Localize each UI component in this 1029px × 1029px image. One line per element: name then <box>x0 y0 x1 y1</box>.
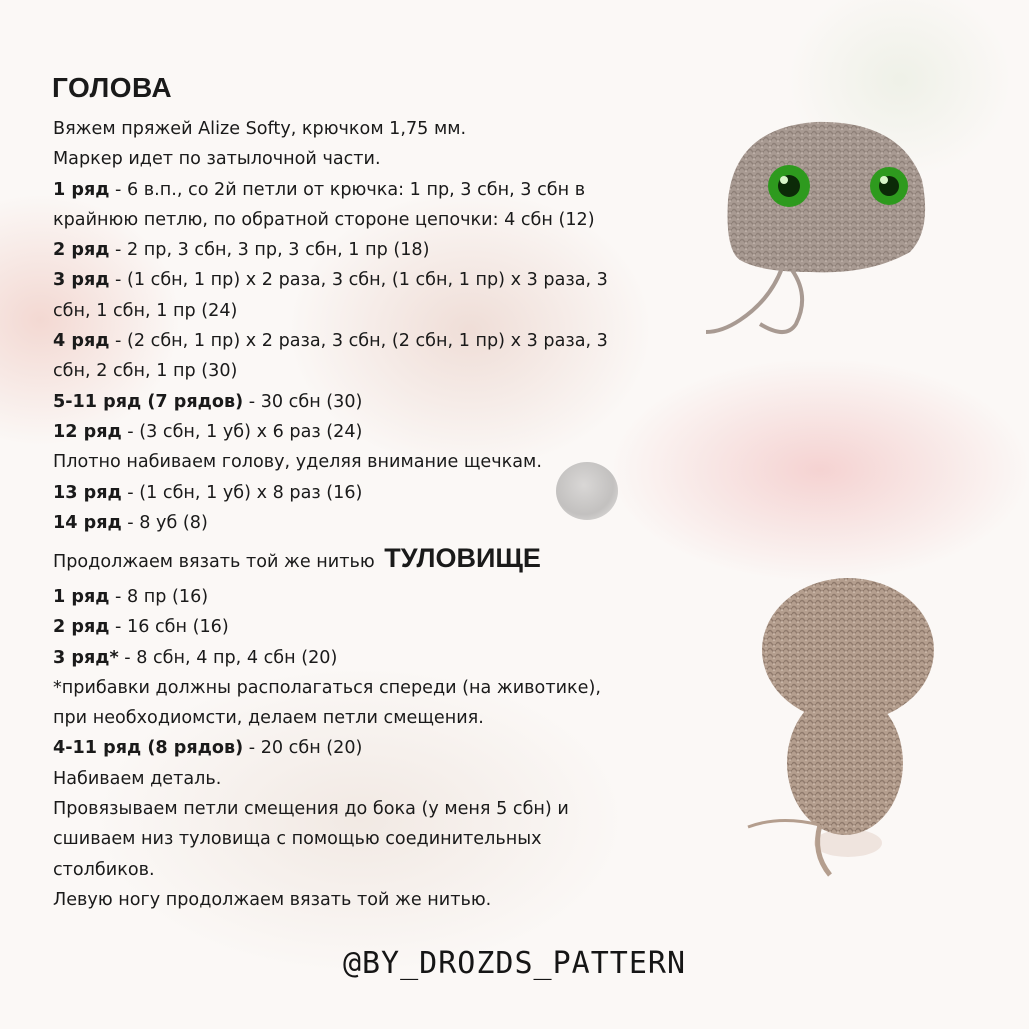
head-section-title: ГОЛОВА <box>52 72 173 103</box>
instruction-line: 13 ряд - (1 сбн, 1 уб) x 8 раз (16) <box>53 482 363 503</box>
instruction-line: 3 ряд* - 8 сбн, 4 пр, 4 сбн (20) <box>53 647 338 668</box>
instruction-line: Маркер идет по затылочной части. <box>53 149 381 170</box>
instruction-line: крайнюю петлю, по обратной стороне цепочки: 4 сбн (12) <box>53 209 595 230</box>
body-section-heading <box>53 541 541 575</box>
body-intro-text: Продолжаем вязать той же нитью <box>53 552 375 572</box>
instruction-line: Вяжем пряжей Alize Softy, крючком 1,75 мм. <box>53 119 467 139</box>
body-instructions <box>53 582 601 915</box>
instruction-line: сбн, 2 сбн, 1 пр (30) <box>53 361 238 382</box>
crochet-body-photo <box>720 575 960 895</box>
author-handle: @BY_DROZDS_PATTERN <box>342 946 687 981</box>
instruction-line: 3 ряд - (1 сбн, 1 пр) x 2 раза, 3 сбн, (1 сбн, 1 пр) x 3 раза, 3 <box>53 270 608 291</box>
instruction-line: 5-11 ряд (7 рядов) - 30 сбн (30) <box>53 391 363 412</box>
instruction-line: 4-11 ряд (8 рядов) - 20 сбн (20) <box>53 738 363 759</box>
instruction-line: 2 ряд - 2 пр, 3 сбн, 3 пр, 3 сбн, 1 пр (18) <box>53 240 430 261</box>
instruction-line: сшиваем низ туловища с помощью соединительных <box>53 829 542 850</box>
instruction-line: Плотно набиваем голову, уделяя внимание щечкам. <box>53 452 542 473</box>
instruction-line: *прибавки должны располагаться спереди (на животике), <box>53 677 601 698</box>
instruction-line: Провязываем петли смещения до бока (у меня 5 сбн) и <box>53 799 569 820</box>
instruction-line: 14 ряд - 8 уб (8) <box>53 512 208 533</box>
body-section-title: ТУЛОВИЩЕ <box>384 543 541 573</box>
instruction-line: столбиков. <box>53 859 155 880</box>
instruction-line: при необходиомсти, делаем петли смещения. <box>53 708 484 729</box>
instruction-line: Набиваем деталь. <box>53 768 222 789</box>
instruction-line: 4 ряд - (2 сбн, 1 пр) x 2 раза, 3 сбн, (2 сбн, 1 пр) x 3 раза, 3 <box>53 331 608 352</box>
instruction-line: 1 ряд - 8 пр (16) <box>53 587 209 607</box>
instruction-line: 1 ряд - 6 в.п., со 2й петли от крючка: 1 пр, 3 сбн, 3 сбн в <box>53 179 586 200</box>
instruction-line: Левую ногу продолжаем вязать той же нитью. <box>53 889 492 910</box>
instruction-line: 2 ряд - 16 сбн (16) <box>53 617 229 638</box>
instruction-line: сбн, 1 сбн, 1 пр (24) <box>53 300 238 321</box>
instruction-line: 12 ряд - (3 сбн, 1 уб) x 6 раз (24) <box>53 421 363 442</box>
crochet-head-photo <box>700 100 940 350</box>
head-instructions <box>53 114 608 538</box>
